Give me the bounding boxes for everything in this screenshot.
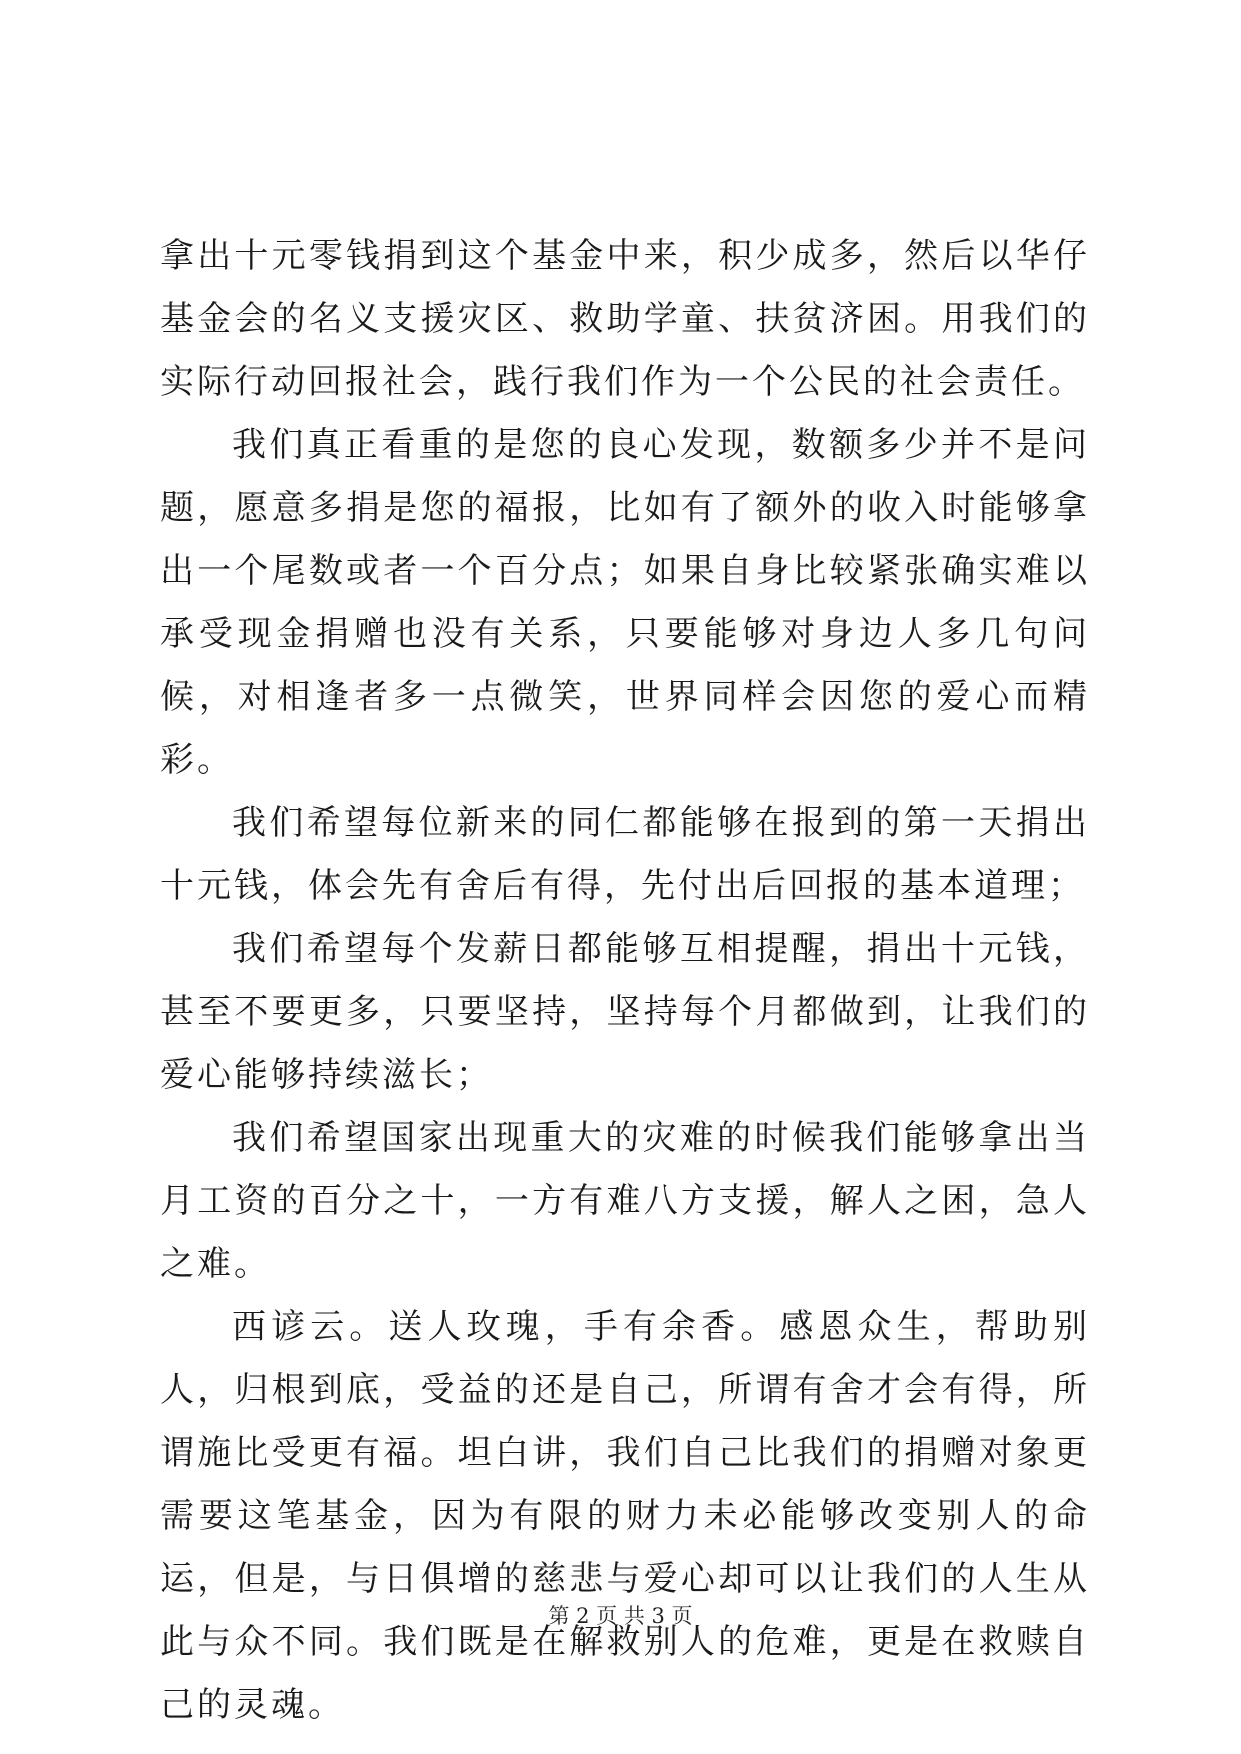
page-number-footer: 第 2 页 共 3 页 [548,1604,693,1628]
paragraph-payday: 我们希望每个发薪日都能够互相提醒，捐出十元钱，甚至不要更多，只要坚持，坚持每个月都做到，让我们的爱心能够持续滋长； [160,929,1090,1095]
document-body [160,225,1090,1737]
paragraph-disaster: 我们希望国家出现重大的灾难的时候我们能够拿出当月工资的百分之十，一方有难八方支援，解人之困，急人之难。 [160,1118,1090,1284]
paragraph-conclusion: 西谚云。送人玫瑰，手有余香。感恩众生，帮助别人，归根到底，受益的还是自己，所谓有舍才会有得，所谓施比受更有福。坦白讲，我们自己比我们的捐赠对象更需要这笔基金，因为有限的财力未必能够改变别人的命运，但是，与日俱增的慈悲与爱心却可以让我们的人生从此与众不同。我们既是在解救别人的危难，更是在救赎自己的灵魂。 [160,1307,1090,1725]
paragraph-conscience: 我们真正看重的是您的良心发现，数额多少并不是问题，愿意多捐是您的福报，比如有了额外的收入时能够拿出一个尾数或者一个百分点；如果自身比较紧张确实难以承受现金捐赠也没有关系，只要能够对身边人多几句问候，对相逢者多一点微笑，世界同样会因您的爱心而精彩。 [160,425,1090,780]
paragraph-new-colleagues: 我们希望每位新来的同仁都能够在报到的第一天捐出十元钱，体会先有舍后有得，先付出后回报的基本道理； [160,803,1090,906]
paragraph-continued: 拿出十元零钱捐到这个基金中来，积少成多，然后以华仔基金会的名义支援灾区、救助学童、扶贫济困。用我们的实际行动回报社会，践行我们作为一个公民的社会责任。 [160,236,1090,402]
